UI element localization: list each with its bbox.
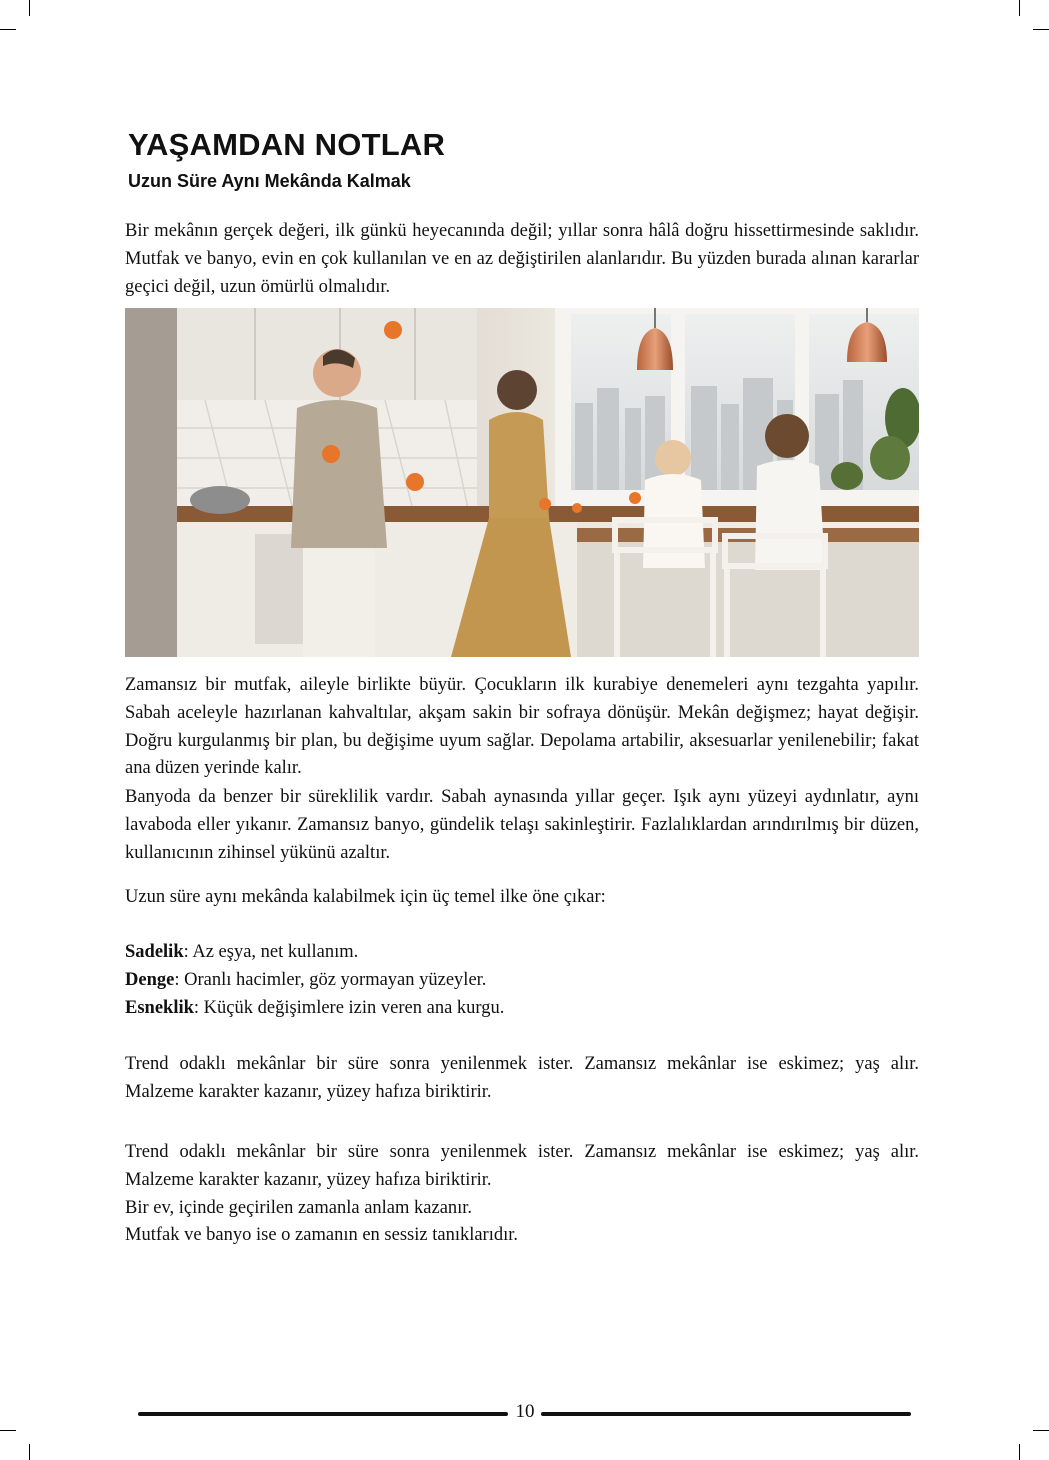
principle-item	[125, 995, 919, 1023]
principle-term: Sadelik	[125, 942, 184, 962]
principle-text: : Oranlı hacimler, göz yormayan yüzeyler.	[174, 969, 487, 990]
principle-term: Esneklik	[125, 997, 194, 1018]
trend-paragraph-1	[125, 1051, 919, 1107]
crop-mark	[1019, 1444, 1020, 1460]
principle-term: Denge	[125, 969, 175, 990]
crop-mark	[29, 0, 30, 16]
kitchen-paragraph: Zamansız bir mutfak, aileyle birlikte büyür. Çocukların ilk kurabiye denemeleri aynı tezgahta yapılır. Sabah aceleyle hazırlanan kahvaltılar, akşam sakin bir sofraya dönüşür. Mekân değişmez; hayat değişir. Doğru kurgulanmış bir plan, bu değişime uyum sağlar. Depolama artabilir, aksesuarlar yenilenebilir; fakat ana düzen yerinde kalır.	[125, 675, 919, 779]
text-line: Trend odaklı mekânlar bir süre sonra yenilenmek ister. Zamansız mekânlar ise eskimez; yaş alır.	[125, 1054, 919, 1074]
intro-paragraph: Bir mekânın gerçek değeri, ilk günkü heyecanında değil; yıllar sonra hâlâ doğru hissettirmesinde saklıdır. Mutfak ve banyo, evin en çok kullanılan ve en az değiştirilen alanlarıdır. Bu yüzden burada alınan kararlar geçici değil, uzun ömürlü olmalıdır.	[125, 221, 919, 297]
kitchen-family-photo	[125, 308, 919, 657]
crop-mark	[0, 1430, 16, 1431]
crop-mark	[29, 1444, 30, 1460]
text-line: Malzeme karakter kazanır, yüzey hafıza biriktirir.	[125, 1169, 492, 1190]
principles-intro: Uzun süre aynı mekânda kalabilmek için üç temel ilke öne çıkar:	[125, 887, 606, 907]
crop-mark	[0, 29, 16, 30]
principle-item	[125, 967, 919, 995]
crop-mark	[1033, 29, 1049, 30]
trend-paragraph-2	[125, 1139, 919, 1250]
principles-list	[125, 939, 919, 1022]
principle-text: : Küçük değişimlere izin veren ana kurgu.	[193, 997, 505, 1018]
text-line: Trend odaklı mekânlar bir süre sonra yenilenmek ister. Zamansız mekânlar ise eskimez; yaş alır.	[125, 1142, 919, 1162]
text-line: Bir ev, içinde geçirilen zamanla anlam kazanır.	[125, 1197, 473, 1218]
text-line: Malzeme karakter kazanır, yüzey hafıza biriktirir.	[125, 1081, 492, 1102]
principle-item	[125, 939, 919, 967]
text-line: Mutfak ve banyo ise o zamanın en sessiz tanıklarıdır.	[125, 1225, 519, 1246]
bathroom-paragraph: Banyoda da benzer bir süreklilik vardır. Sabah aynasında yıllar geçer. Işık aynı yüzeyi aydınlatır, aynı lavaboda eller yıkanır. Zamansız banyo, gündelik telaşı sakinleştirir. Fazlalıklardan arındırılmış bir düzen, kullanıcının zihinsel yükünü azaltır.	[125, 787, 919, 863]
page-title: YAŞAMDAN NOTLAR	[128, 127, 446, 162]
crop-mark	[1019, 0, 1020, 16]
principle-text: : Az eşya, net kullanım.	[183, 942, 359, 962]
footer-rule-left	[138, 1412, 508, 1416]
footer-rule-right	[541, 1412, 911, 1416]
crop-mark	[1033, 1430, 1049, 1431]
page-number: 10	[515, 1401, 535, 1422]
page-subtitle: Uzun Süre Aynı Mekânda Kalmak	[128, 171, 411, 191]
